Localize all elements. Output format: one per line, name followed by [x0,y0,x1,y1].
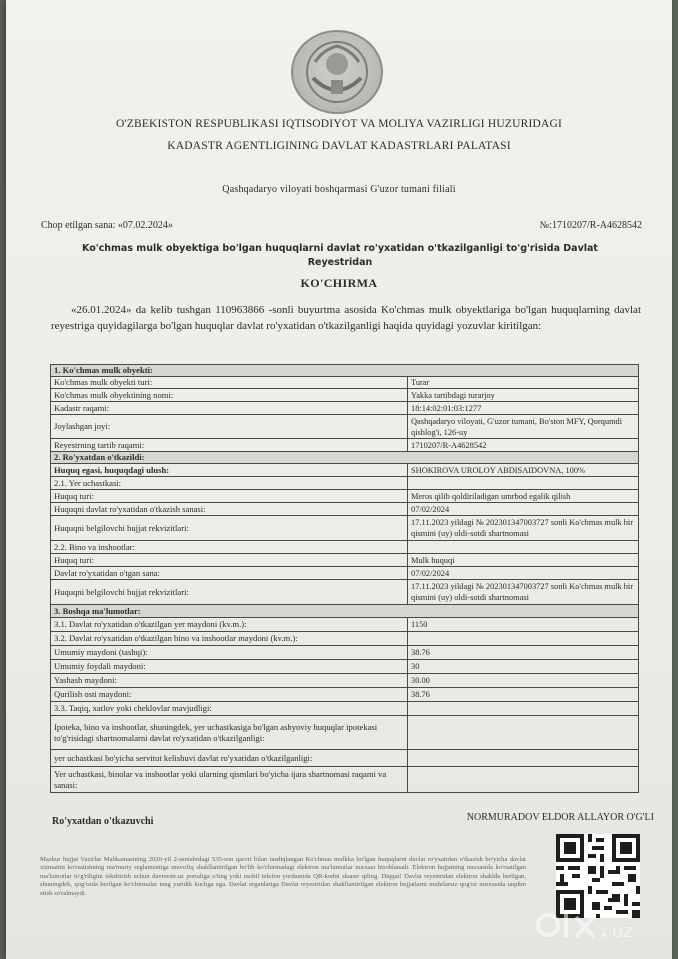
row-label: Huquqni belgilovchi hujjat rekvizitlari: [51,516,408,541]
table-row [51,439,639,452]
row-label: 2.2. Bino va inshootlar: [51,541,408,554]
section-heading: 1. Ko'chmas mulk obyekti: [51,365,639,377]
document-title: Ko'chmas mulk obyektiga bo'lgan huquqlarni davlat ro'yxatidan o'tkazilganligi to'g'risida Davlat Reyestridan [82,243,598,268]
row-label: Huquq turi: [51,490,408,503]
row-label: Kadastr raqami: [51,402,408,415]
row-value: 18:14:02:01:03:1277 [408,402,639,415]
row-value: 17.11.2023 yildagi № 202301347003727 sonli Ko'chmas mulk bir qismini (uy) oldi-sotdi shartnomasi [408,516,639,541]
section-object [51,365,639,377]
row-label: Reyestrning tartib raqami: [51,439,408,452]
row-value [408,767,639,793]
table-row [51,567,639,580]
table-row [51,464,639,477]
table-row [51,646,639,660]
olx-watermark-icon [534,905,664,945]
row-value: Qashqadaryo viloyati, G'uzor tumani, Bo'ston MFY, Qorqumdi qishlog'i, 126-uy [408,415,639,439]
row-value: 38.76 [408,646,639,660]
row-label: Huquq turi: [51,554,408,567]
table-row [51,503,639,516]
row-value [408,702,639,716]
row-value: Turar [408,377,639,389]
table-row [51,580,639,605]
row-label: 2.1. Yer uchastkasi: [51,477,408,490]
table-row [51,415,639,439]
ministry-name: O'ZBEKISTON RESPUBLIKASI IQTISODIYOT VA MOLIYA VAZIRLIGI HUZURIDAGI [115,118,563,130]
row-value: Yakka tartibdagi turarjoy [408,389,639,402]
row-value: 17.11.2023 yildagi № 202301347003727 sonli Ko'chmas mulk bir qismini (uy) oldi-sotdi shartnomasi [408,580,639,605]
row-value: 07/02/2024 [408,567,639,580]
row-value [408,716,639,750]
row-label: Davlat ro'yxatidan o'tgan sana: [51,567,408,580]
row-value: 38.76 [408,688,639,702]
row-value [408,632,639,646]
section-heading: 2. Ro'yxatdan o'tkazildi: [51,452,639,464]
table-row [51,632,639,646]
section-registered [51,452,639,464]
row-label: Huquq egasi, huquqdagi ulush: [51,464,408,477]
table-row [51,618,639,632]
row-label: Qurilish osti maydoni: [51,688,408,702]
table-row [51,702,639,716]
section-heading: 3. Boshqa ma'lumotlar: [51,605,639,618]
table-row [51,490,639,503]
watermark-text: uz [612,921,633,942]
row-label: 3.2. Davlat ro'yxatidan o'tkazilgan bino va inshootlar maydoni (kv.m.): [51,632,408,646]
table-row [51,767,639,793]
table-row [51,660,639,674]
row-label: Yashash maydoni: [51,674,408,688]
intro-paragraph: «26.01.2024» da kelib tushgan 110963866 -sonli buyurtma asosida Ko'chmas mulk obyektlariga bo'lgan huquqlarning davlat reyestriga quyidagilarga bo'lgan huquqlar davlat ro'yxatidan o'tkazilganligi haqida quyidagi yozuvlar kiritilgan: [51,304,641,332]
table-row [51,674,639,688]
row-value: 1710207/R-A4628542 [408,439,639,452]
row-label: Joylashgan joyi: [51,415,408,439]
row-value: 1150 [408,618,639,632]
table-row [51,716,639,750]
row-label: Huquqni belgilovchi hujjat rekvizitlari: [51,580,408,605]
row-label: Ipoteka, bino va inshootlar, shuningdek, yer uchastkasiga bo'lgan ashyoviy huquqlar ipotekasi to'g'risidagi shartnomalarni davlat ro'yxatidan o'tkazilganligi: [51,716,408,750]
document-subtitle: KO'CHIRMA [300,276,378,290]
row-value: 30 [408,660,639,674]
row-label: Ko'chmas mulk obyekti turi: [51,377,408,389]
document-number: №:1710207/R-A4628542 [539,220,642,231]
registrar-label: Ro'yxatdan o'tkazuvchi [52,816,154,827]
table-row [51,477,639,490]
branch-name: Qashqadaryo viloyati boshqarmasi G'uzor tumani filiali [222,184,456,195]
row-value: SHOKIROVA UROLOY ABDISAIDOVNA, 100% [408,464,639,477]
row-label: yer uchastkasi bo'yicha servitut kelishuvi davlat ro'yxatidan o'tkazilganligi: [51,750,408,767]
row-label: 3.1. Davlat ro'yxatidan o'tkazilgan yer maydoni (kv.m.): [51,618,408,632]
row-value [408,750,639,767]
row-value [408,477,639,490]
row-value: Meros qilib qoldiriladigan umrbod egalik qilish [408,490,639,503]
table-row [51,554,639,567]
registry-table [50,364,639,793]
row-label: Huquqni davlat ro'yxatidan o'tkazish sanasi: [51,503,408,516]
registrar-name: NORMURADOV ELDOR ALLAYOR O'G'LI [466,812,654,823]
table-row [51,389,639,402]
table-row [51,377,639,389]
section-other [51,605,639,618]
table-row [51,688,639,702]
row-label: Yer uchastkasi, binolar va inshootlar yoki ularning qismlari bo'yicha ijara shartnomasi raqami va sanasi: [51,767,408,793]
print-date: Chop etilgan sana: «07.02.2024» [41,220,173,231]
row-label: Umumiy maydoni (tashqi): [51,646,408,660]
chamber-name: KADASTR AGENTLIGINING DAVLAT KADASTRLARI PALATASI [167,140,511,152]
row-label: Ko'chmas mulk obyektining nomi: [51,389,408,402]
state-emblem-icon [291,30,383,114]
footnote-text: Mazkur hujjat Vazirlar Mahkamasining 2020-yil 2-sentabrdagi 535-son qarori bilan tasdiqlangan Ko'chmas mulkka bo'lgan huquqlarni davlat ro'yxatidan o'tkazish bo'yicha davlat xizmatini ko'rsatishning ma'muriy reglamentiga muvofiq shakllantirilgan bo'lib ko'chirmadagi elektron ma'lumotlar nusxasi hisoblanadi. Elektron hujjatning nusxasida ko'rsatilgan ma'lumotlar to'g'riligini tekshirish uchun davreestr.uz portaliga o'ting yoki mobil telefon yordamida QR-kodni skaner qiling. Diqqat! Davlat reyestridan elektron shaklda berilgan, shuningdek, qog'ozda berilgan ko'chirmalar teng yuridik kuchga ega. Davlat organlariga Davlat reyestridan shakllantirilgan elektron hujjatlarni muhrlarsiz qog'oz nusxasida taqdim etish so'ralmaydi. [40,856,526,897]
row-value: 07/02/2024 [408,503,639,516]
row-label: 3.3. Taqiq, xatlov yoki cheklovlar mavjudligi: [51,702,408,716]
table-row [51,516,639,541]
row-value: 30.00 [408,674,639,688]
row-value [408,541,639,554]
row-label: Umumiy foydali maydoni: [51,660,408,674]
table-row [51,541,639,554]
row-value: Mulk huquqi [408,554,639,567]
table-row [51,402,639,415]
table-row [51,750,639,767]
